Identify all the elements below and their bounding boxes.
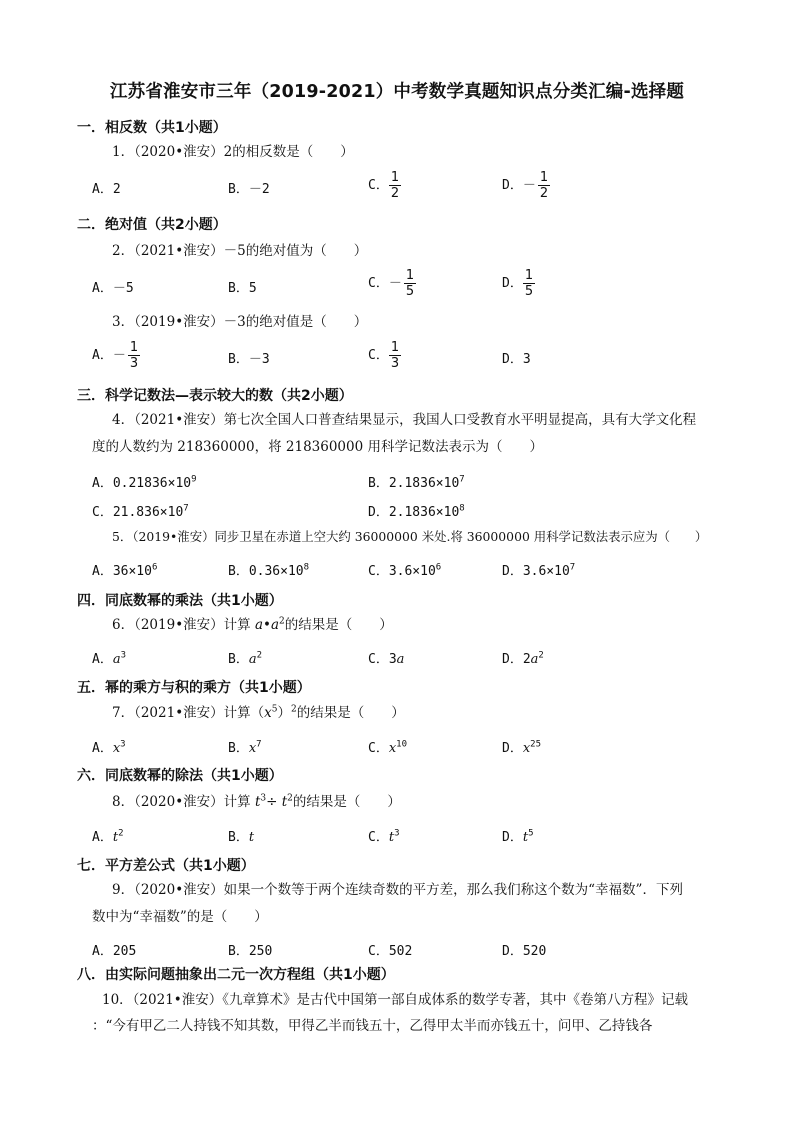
q3-option-b: B．－3 bbox=[228, 352, 270, 367]
variable: x bbox=[248, 741, 257, 756]
option-label: A． bbox=[92, 652, 113, 667]
numerator: 1 bbox=[129, 340, 139, 355]
page-title: 江苏省淮安市三年（2019-2021）中考数学真题知识点分类汇编-选择题 bbox=[109, 82, 685, 102]
q5-option-c bbox=[368, 560, 441, 579]
option-label: B． bbox=[228, 830, 249, 845]
exponent: 8 bbox=[303, 562, 310, 573]
fraction bbox=[128, 340, 140, 371]
option-label: C．3 bbox=[368, 652, 397, 667]
numerator: 1 bbox=[539, 170, 549, 185]
question-9-stem-line1: 9．（2020•淮安）如果一个数等于两个连续奇数的平方差，那么我们称这个数为“幸福数”．下列 bbox=[112, 882, 683, 898]
q9-option-b: B．250 bbox=[228, 944, 273, 959]
exponent: 2 bbox=[279, 616, 285, 627]
stem-text: 的结果是（ ） bbox=[292, 794, 401, 810]
q7-option-c bbox=[368, 737, 407, 756]
q2-option-a: A．－5 bbox=[92, 281, 134, 296]
variable: x bbox=[264, 705, 272, 721]
variable: a bbox=[270, 617, 280, 633]
exponent: 7 bbox=[256, 739, 262, 750]
fraction bbox=[523, 268, 535, 299]
fraction bbox=[389, 340, 401, 371]
stem-text: 7．（2021•淮安）计算（ bbox=[112, 705, 265, 721]
fraction bbox=[404, 268, 416, 299]
question-1-stem: 1．（2020•淮安）2的相反数是（ ） bbox=[112, 144, 354, 160]
exponent: 8 bbox=[459, 503, 465, 514]
q6-option-a bbox=[92, 648, 126, 667]
exponent: 7 bbox=[569, 562, 576, 573]
q2-option-d bbox=[502, 268, 535, 299]
exponent: 2 bbox=[287, 793, 293, 804]
q7-option-a bbox=[92, 737, 126, 756]
q8-option-c bbox=[368, 826, 399, 845]
q8-option-a bbox=[92, 826, 123, 845]
denominator: 5 bbox=[524, 284, 534, 299]
q3-option-d: D．3 bbox=[502, 352, 531, 367]
stem-text: 的结果是（ ） bbox=[284, 617, 393, 633]
option-text: C．21.836×10 bbox=[92, 505, 184, 520]
q9-option-c: C．502 bbox=[368, 944, 413, 959]
exponent: 3 bbox=[260, 793, 267, 804]
exponent: 3 bbox=[120, 739, 126, 750]
section-heading: 五．幂的乘方与积的乘方（共1小题） bbox=[77, 680, 311, 696]
q7-option-d bbox=[502, 737, 541, 756]
minus-sign: － bbox=[522, 178, 536, 193]
option-text: C．3.6×10 bbox=[368, 564, 436, 579]
exponent: 3 bbox=[120, 650, 127, 661]
q3-option-a bbox=[92, 340, 140, 371]
stem-text: 6．（2019•淮安）计算 bbox=[112, 617, 255, 633]
exponent: 2 bbox=[118, 828, 124, 839]
option-label: A． bbox=[92, 830, 113, 845]
exponent: 25 bbox=[530, 739, 542, 750]
variable: a bbox=[248, 652, 257, 667]
numerator: 1 bbox=[405, 268, 415, 283]
q1-option-d bbox=[502, 170, 550, 201]
question-10-stem-line2: ：“今有甲乙二人持钱不知其数，甲得乙半而钱五十，乙得甲太半而亦钱五十，问甲、乙持钱各 bbox=[92, 1018, 653, 1034]
q4-option-d bbox=[368, 501, 465, 520]
exponent: 9 bbox=[191, 474, 197, 485]
question-5-stem: 5．（2019•淮安）同步卫星在赤道上空大约 36000000 米处.将 36000000 用科学记数法表示应为（ ） bbox=[112, 529, 708, 544]
question-3-stem: 3．（2019•淮安）－3的绝对值是（ ） bbox=[112, 314, 368, 330]
question-9-stem-line2: 数中为“幸福数”的是（ ） bbox=[92, 909, 268, 925]
variable: t bbox=[112, 830, 119, 845]
variable: t bbox=[388, 830, 395, 845]
option-label: A． bbox=[92, 348, 113, 363]
q1-option-a: A．2 bbox=[92, 182, 121, 197]
option-label: C． bbox=[368, 830, 389, 845]
question-4-stem-line1: 4．（2021•淮安）第七次全国人口普查结果显示，我国人口受教育水平明显提高，具有大学文化程 bbox=[112, 412, 697, 428]
exponent: 6 bbox=[435, 562, 442, 573]
option-text: B．2.1836×10 bbox=[368, 476, 460, 491]
operator: ÷ bbox=[266, 794, 282, 810]
variable: t bbox=[254, 794, 261, 810]
numerator: 1 bbox=[390, 170, 400, 185]
stem-text: 8．（2020•淮安）计算 bbox=[112, 794, 255, 810]
option-label: D． bbox=[502, 276, 523, 291]
exponent: 2 bbox=[538, 650, 544, 661]
q3-option-c bbox=[368, 340, 401, 371]
variable: a bbox=[530, 652, 539, 667]
question-6-stem bbox=[112, 616, 393, 634]
exponent: 6 bbox=[151, 562, 158, 573]
variable: a bbox=[396, 652, 405, 667]
exponent: 3 bbox=[394, 828, 400, 839]
option-text: A．0.21836×10 bbox=[92, 476, 192, 491]
section-heading: 七．平方差公式（共1小题） bbox=[77, 858, 255, 874]
option-text: A．36×10 bbox=[92, 564, 152, 579]
option-label: C． bbox=[368, 276, 389, 291]
section-heading: 三．科学记数法—表示较大的数（共2小题） bbox=[77, 388, 353, 404]
variable: x bbox=[388, 741, 397, 756]
section-heading: 一．相反数（共1小题） bbox=[77, 120, 227, 136]
operator: • bbox=[263, 617, 271, 633]
option-text: D．3.6×10 bbox=[502, 564, 570, 579]
q6-option-c bbox=[368, 648, 404, 667]
stem-text: 的结果是（ ） bbox=[296, 705, 405, 721]
q8-option-b bbox=[228, 826, 254, 845]
exponent: 2 bbox=[256, 650, 263, 661]
option-label: D． bbox=[502, 178, 523, 193]
option-label: B． bbox=[228, 741, 249, 756]
denominator: 2 bbox=[390, 186, 400, 201]
option-label: B． bbox=[228, 652, 249, 667]
q4-option-a bbox=[92, 472, 197, 491]
q1-option-b: B．－2 bbox=[228, 182, 270, 197]
option-label: C． bbox=[368, 741, 389, 756]
denominator: 3 bbox=[390, 356, 400, 371]
option-text: D．2.1836×10 bbox=[368, 505, 460, 520]
variable: a bbox=[112, 652, 121, 667]
q9-option-d: D．520 bbox=[502, 944, 547, 959]
option-label: D． bbox=[502, 741, 523, 756]
option-label: A． bbox=[92, 741, 113, 756]
q1-option-c bbox=[368, 170, 401, 201]
q8-option-d bbox=[502, 826, 533, 845]
section-heading: 六．同底数幂的除法（共1小题） bbox=[77, 768, 283, 784]
q5-option-b bbox=[228, 560, 309, 579]
option-label: C． bbox=[368, 348, 389, 363]
question-4-stem-line2: 度的人数约为 218360000，将 218360000 用科学记数法表示为（ ） bbox=[92, 439, 543, 455]
q4-option-b bbox=[368, 472, 465, 491]
exponent: 7 bbox=[459, 474, 465, 485]
q6-option-d bbox=[502, 648, 544, 667]
denominator: 2 bbox=[539, 186, 549, 201]
minus-sign: － bbox=[112, 348, 126, 363]
q7-option-b bbox=[228, 737, 262, 756]
minus-sign: － bbox=[388, 276, 402, 291]
question-2-stem: 2．（2021•淮安）－5的绝对值为（ ） bbox=[112, 243, 368, 259]
q2-option-c bbox=[368, 268, 416, 299]
variable: t bbox=[281, 794, 288, 810]
variable: t bbox=[522, 830, 529, 845]
option-text: B．0.36×10 bbox=[228, 564, 304, 579]
fraction bbox=[389, 170, 401, 201]
exponent: 5 bbox=[271, 704, 278, 715]
section-heading: 二．绝对值（共2小题） bbox=[77, 217, 227, 233]
numerator: 1 bbox=[524, 268, 534, 283]
question-7-stem bbox=[112, 704, 405, 722]
variable: t bbox=[248, 830, 255, 845]
variable: a bbox=[254, 617, 264, 633]
q4-option-c bbox=[92, 501, 189, 520]
denominator: 3 bbox=[129, 356, 139, 371]
q5-option-d bbox=[502, 560, 575, 579]
q2-option-b: B．5 bbox=[228, 281, 257, 296]
variable: x bbox=[112, 741, 121, 756]
option-label: C． bbox=[368, 178, 389, 193]
exponent: 5 bbox=[528, 828, 534, 839]
exponent: 10 bbox=[396, 739, 408, 750]
question-8-stem bbox=[112, 793, 401, 811]
section-heading: 四．同底数幂的乘法（共1小题） bbox=[77, 593, 283, 609]
q5-option-a bbox=[92, 560, 157, 579]
numerator: 1 bbox=[390, 340, 400, 355]
denominator: 5 bbox=[405, 284, 415, 299]
q6-option-b bbox=[228, 648, 262, 667]
section-heading: 八．由实际问题抽象出二元一次方程组（共1小题） bbox=[77, 967, 395, 983]
variable: x bbox=[522, 741, 531, 756]
question-10-stem-line1: 10．（2021•淮安）《九章算术》是古代中国第一部自成体系的数学专著，其中《卷第八方程》记载 bbox=[102, 992, 688, 1008]
stem-text: ） bbox=[277, 705, 292, 721]
q9-option-a: A．205 bbox=[92, 944, 137, 959]
exponent: 2 bbox=[291, 704, 297, 715]
option-label: D．2 bbox=[502, 652, 531, 667]
exponent: 7 bbox=[183, 503, 189, 514]
fraction bbox=[538, 170, 550, 201]
option-label: D． bbox=[502, 830, 523, 845]
